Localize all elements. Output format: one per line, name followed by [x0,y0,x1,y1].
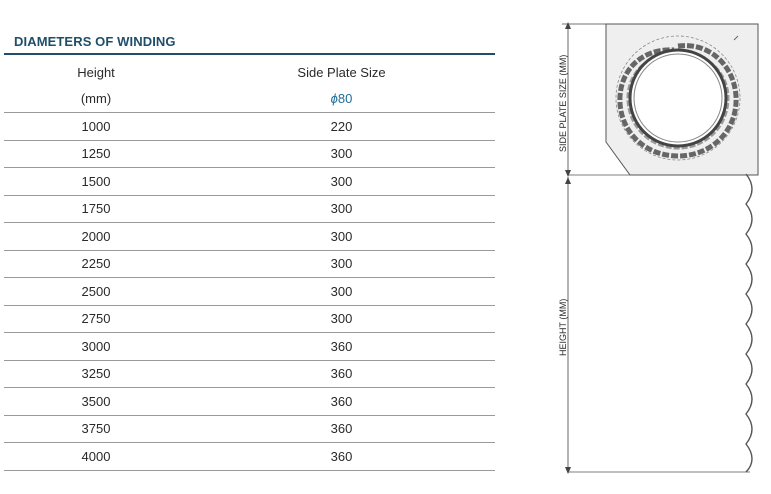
table-row [4,113,495,141]
table-row [4,305,495,333]
table-header-row [4,59,495,86]
cell-height: 3000 [4,333,188,361]
cell-size: 360 [188,388,495,416]
cell-height: 1750 [4,195,188,223]
table-units-row [4,86,495,113]
cell-height: 2000 [4,223,188,251]
table-row [4,415,495,443]
title-underline [4,53,495,55]
winding-table [4,59,495,471]
header-side-plate-size: Side Plate Size [297,64,386,80]
table-row [4,333,495,361]
shutter-diagram [550,14,765,479]
cell-height: 4000 [4,443,188,471]
cell-size: 360 [188,415,495,443]
units-side-plate [188,86,495,113]
header-height: Height [77,64,115,80]
cell-size: 300 [188,195,495,223]
height-label: HEIGHT (MM) [558,298,568,356]
winding-drum-inner [634,54,722,142]
table-row [4,388,495,416]
table-row [4,360,495,388]
curtain-slats [746,174,752,472]
arrow-up-icon [565,22,571,29]
cell-height: 1500 [4,168,188,196]
cell-height: 3500 [4,388,188,416]
table-row [4,140,495,168]
cell-height: 2500 [4,278,188,306]
cell-height: 3750 [4,415,188,443]
cell-size: 220 [188,113,495,141]
table-row [4,250,495,278]
units-side-plate-value: 80 [337,91,353,107]
cell-size: 300 [188,250,495,278]
phi-symbol: ϕ [330,91,338,107]
cell-height: 2750 [4,305,188,333]
side-plate-size-label: SIDE PLATE SIZE (MM) [558,54,568,152]
section-title: DIAMETERS OF WINDING [14,34,176,49]
cell-height: 2250 [4,250,188,278]
cell-height: 3250 [4,360,188,388]
table-row [4,443,495,471]
arrow-up-icon [565,177,571,184]
table-row [4,168,495,196]
cell-size: 360 [188,360,495,388]
units-height: (mm) [4,86,188,113]
cell-size: 300 [188,305,495,333]
table-row [4,278,495,306]
table-row [4,223,495,251]
arrow-down-icon [565,467,571,474]
cell-height: 1250 [4,140,188,168]
cell-size: 300 [188,223,495,251]
arrow-down-icon [565,170,571,177]
cell-size: 300 [188,140,495,168]
table-row [4,195,495,223]
cell-size: 300 [188,278,495,306]
cell-size: 360 [188,333,495,361]
cell-size: 300 [188,168,495,196]
cell-height: 1000 [4,113,188,141]
cell-size: 360 [188,443,495,471]
